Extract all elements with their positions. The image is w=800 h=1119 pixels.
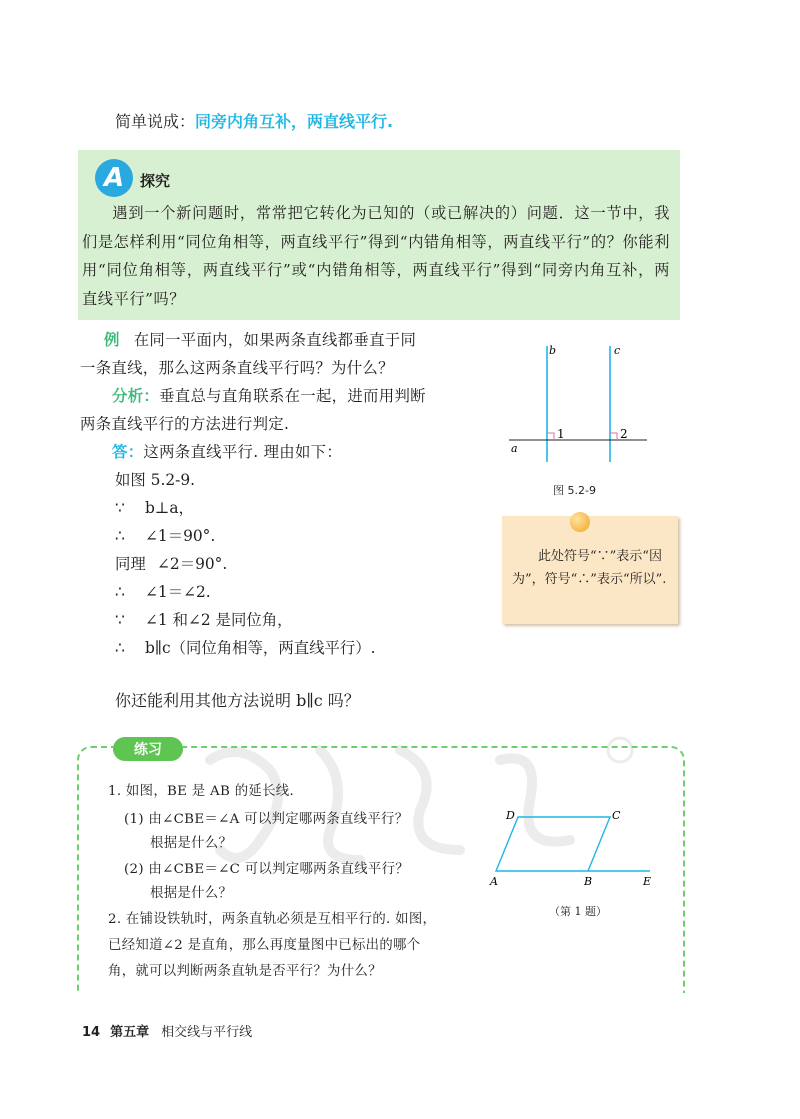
proof-symbol: 同理 [115, 555, 146, 573]
practice-figure-caption: （第 1 题） [549, 905, 607, 918]
proof-symbol: ∴ [115, 583, 125, 601]
practice-q1: 1. 如图，BE 是 AB 的延长线. [108, 784, 295, 799]
analysis-label: 分析： [112, 387, 160, 405]
example-line-1 [82, 328, 416, 350]
note-text [512, 545, 672, 591]
summary-highlight: 同旁内角互补，两直线平行. [195, 112, 394, 131]
proof-symbol: ∴ [115, 639, 125, 657]
practice-q1-2: (2) 由∠CBE＝∠C 可以判定哪两条直线平行？ [124, 862, 409, 877]
proof-step [115, 636, 376, 658]
proof-text: b⊥a， [145, 499, 194, 517]
proof-step [115, 496, 194, 518]
proof-step [115, 580, 211, 602]
practice-q2: 2. 在铺设铁轨时，两条直轨必须是互相平行的. 如图， [108, 912, 437, 927]
proof-text: b∥c（同位角相等，两直线平行）. [145, 639, 376, 657]
label-a: a [511, 442, 518, 455]
practice-title: 练习 [113, 737, 183, 761]
proof-symbol: ∵ [115, 611, 125, 629]
figure-perpendicular-lines [505, 338, 655, 468]
proof-text: ∠1＝∠2. [145, 583, 211, 601]
analysis-text-1: 垂直总与直角联系在一起，进而用判断 [159, 387, 426, 405]
page-number: 14 [82, 1025, 101, 1040]
note-paragraph: 此处符号“∵”表示“因为”，符号“∴”表示“所以”. [512, 549, 667, 587]
angle-label-2: 2 [620, 427, 628, 441]
chapter-number: 第五章 [110, 1025, 150, 1040]
chapter-title: 相交线与平行线 [161, 1025, 253, 1040]
answer-text: 这两条直线平行. 理由如下： [143, 443, 343, 461]
proof-step [115, 524, 215, 546]
explore-paragraph: 遇到一个新问题时，常常把它转化为已知的（或已解决的）问题．这一节中，我们是怎样利用“同位角相等，两直线平行”得到“内错角相等，两直线平行”的？你能利用“同位角相等，两直线平行”或“内错角相等，两直线平行”得到“同旁内角互补，两直线平行”吗？ [82, 204, 670, 308]
vertex-c: C [612, 809, 621, 822]
explore-body [82, 199, 670, 313]
page-footer [82, 1021, 252, 1040]
explore-badge-letter: A [103, 163, 125, 193]
figure-parallelogram [488, 805, 658, 890]
practice-q1-2b: 根据是什么？ [150, 886, 233, 901]
summary-lead: 简单说成： [115, 112, 196, 131]
practice-q2-line3: 角，就可以判断两条直轨是否平行？为什么？ [108, 964, 382, 979]
practice-q1-1b: 根据是什么？ [150, 836, 233, 851]
figure-caption: 图 5.2-9 [553, 484, 596, 497]
practice-q2-line2: 已经知道∠2 是直角，那么再度量图中已标出的哪个 [108, 938, 421, 953]
right-angle-mark-2 [610, 433, 617, 440]
proof-text: ∠2＝90°. [157, 555, 228, 573]
proof-text: ∠1 和∠2 是同位角， [145, 611, 293, 629]
summary-line [115, 109, 393, 132]
answer-label: 答： [112, 443, 144, 461]
proof-step [115, 608, 293, 630]
vertex-a: A [490, 875, 498, 888]
parallelogram-shape [496, 817, 610, 871]
proof-symbol: ∵ [115, 499, 125, 517]
vertex-e: E [643, 875, 652, 888]
analysis-line-1 [112, 384, 426, 406]
proof-symbol: ∴ [115, 527, 125, 545]
label-b: b [549, 344, 557, 357]
example-line-2: 一条直线，那么这两条直线平行吗？为什么？ [80, 359, 394, 377]
vertex-d: D [506, 809, 515, 822]
explore-badge-icon [95, 159, 133, 197]
label-c: c [614, 344, 621, 357]
right-angle-mark-1 [547, 433, 554, 440]
practice-q1-1: (1) 由∠CBE＝∠A 可以判定哪两条直线平行？ [124, 812, 409, 827]
proof-text: ∠1＝90°. [145, 527, 216, 545]
vertex-b: B [584, 875, 593, 888]
answer-line [112, 440, 342, 462]
example-text-1: 在同一平面内，如果两条直线都垂直于同 [133, 331, 417, 349]
example-label: 例 [104, 331, 120, 349]
explore-title: 探究 [140, 172, 171, 190]
analysis-line-2: 两条直线平行的方法进行判定. [80, 415, 290, 433]
pin-icon [570, 512, 590, 532]
followup-question: 你还能利用其他方法说明 b∥c 吗？ [115, 691, 360, 710]
figure-reference: 如图 5.2-9. [115, 471, 196, 489]
angle-label-1: 1 [557, 427, 565, 441]
proof-step [115, 552, 227, 574]
